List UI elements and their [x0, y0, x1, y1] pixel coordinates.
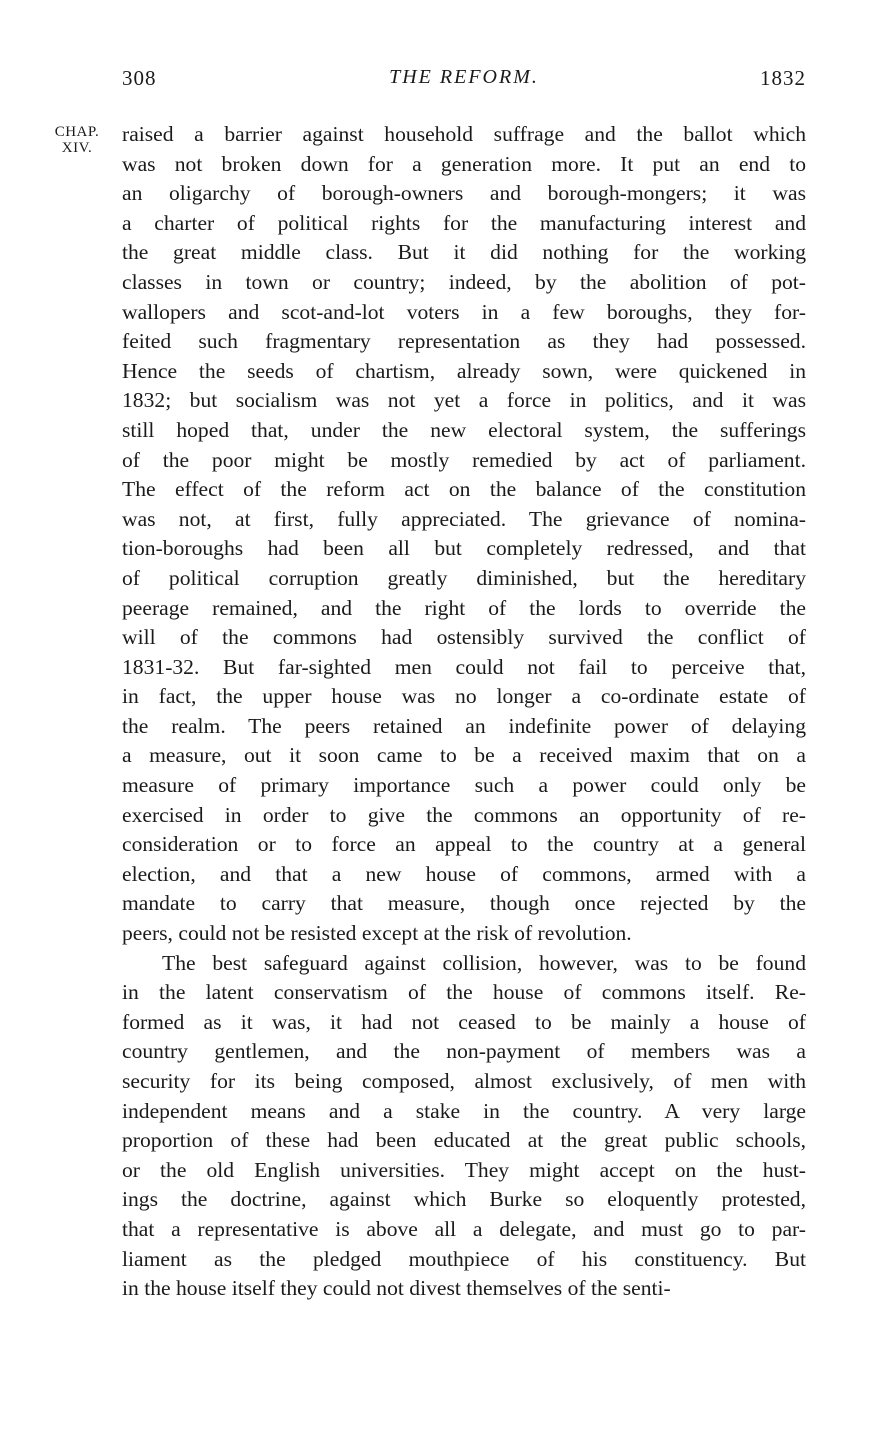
- text-line: formed as it was, it had not ceased to be mainly a house of: [122, 1009, 806, 1034]
- text-line: the great middle class. But it did nothing for the working: [122, 240, 806, 265]
- text-line: feited such fragmentary representation as they had possessed.: [122, 329, 806, 354]
- text-line: wallopers and scot-and-lot voters in a few boroughs, they for-: [122, 299, 806, 324]
- text-line: of the poor might be mostly remedied by act of parliament.: [122, 447, 806, 472]
- text-line: will of the commons had ostensibly survived the conflict of: [122, 625, 806, 650]
- text-line: 1831-32. But far-sighted men could not fail to perceive that,: [122, 654, 806, 679]
- text-line: security for its being composed, almost exclusively, of men with: [122, 1069, 806, 1093]
- text-line: was not broken down for a generation more. It put an end to: [122, 151, 806, 176]
- paragraph: [122, 949, 806, 1304]
- text-line: in fact, the upper house was no longer a co-ordinate estate of: [122, 684, 806, 709]
- text-line: country gentlemen, and the non-payment of members was a: [122, 1039, 806, 1064]
- chapter-margin-note: [44, 124, 110, 156]
- text-line: that a representative is above all a delegate, and must go to par-: [122, 1216, 806, 1241]
- text-line: 1832; but socialism was not yet a force in politics, and it was: [122, 388, 806, 413]
- text-line: proportion of these had been educated at the great public schools,: [122, 1128, 806, 1153]
- text-line: independent means and a stake in the country. A very large: [122, 1098, 806, 1123]
- text-line: peerage remained, and the right of the lords to override the: [122, 595, 806, 620]
- text-line: still hoped that, under the new electoral system, the sufferings: [122, 417, 806, 442]
- running-title: THE REFORM.: [389, 66, 539, 88]
- text-line: of political corruption greatly diminished, but the hereditary: [122, 565, 806, 590]
- text-line: The best safeguard against collision, however, was to be found: [162, 950, 806, 975]
- body-text: [122, 120, 806, 1304]
- page-number: 308: [122, 66, 157, 90]
- text-line: The effect of the reform act on the balance of the constitution: [122, 477, 806, 502]
- text-line: tion-boroughs had been all but completely redressed, and that: [122, 536, 806, 561]
- margin-note-chap: CHAP.: [54, 124, 100, 140]
- text-line: Hence the seeds of chartism, already sown, were quickened in: [122, 358, 806, 383]
- text-line: measure of primary importance such a power could only be: [122, 773, 806, 798]
- text-line: consideration or to force an appeal to the country at a general: [122, 832, 806, 857]
- text-line: ings the doctrine, against which Burke so eloquently protested,: [122, 1187, 806, 1212]
- running-header: [122, 66, 806, 98]
- header-year: 1832: [760, 66, 806, 90]
- text-line: a charter of political rights for the manufacturing interest and: [122, 210, 806, 235]
- text-line: was not, at first, fully appreciated. The grievance of nomina-: [122, 506, 806, 531]
- text-line: liament as the pledged mouthpiece of his constituency. But: [122, 1246, 806, 1271]
- paragraph: [122, 120, 806, 949]
- text-line: in the house itself they could not divest themselves of the senti-: [122, 1276, 671, 1301]
- text-line: a measure, out it soon came to be a received maxim that on a: [122, 743, 806, 768]
- text-line: election, and that a new house of commons, armed with a: [122, 861, 806, 886]
- text-line: the realm. The peers retained an indefinite power of delaying: [122, 713, 806, 738]
- text-line: classes in town or country; indeed, by the abolition of pot-: [122, 269, 806, 294]
- text-line: exercised in order to give the commons an opportunity of re-: [122, 802, 806, 827]
- text-line: in the latent conservatism of the house of commons itself. Re-: [122, 980, 806, 1005]
- text-line: peers, could not be resisted except at the risk of revolution.: [122, 921, 632, 946]
- text-line: an oligarchy of borough-owners and borough-mongers; it was: [122, 181, 806, 206]
- text-line: raised a barrier against household suffrage and the ballot which: [122, 122, 806, 146]
- text-line: mandate to carry that measure, though once rejected by the: [122, 891, 806, 916]
- margin-note-number: XIV.: [61, 140, 93, 156]
- text-line: or the old English universities. They might accept on the hust-: [122, 1157, 806, 1182]
